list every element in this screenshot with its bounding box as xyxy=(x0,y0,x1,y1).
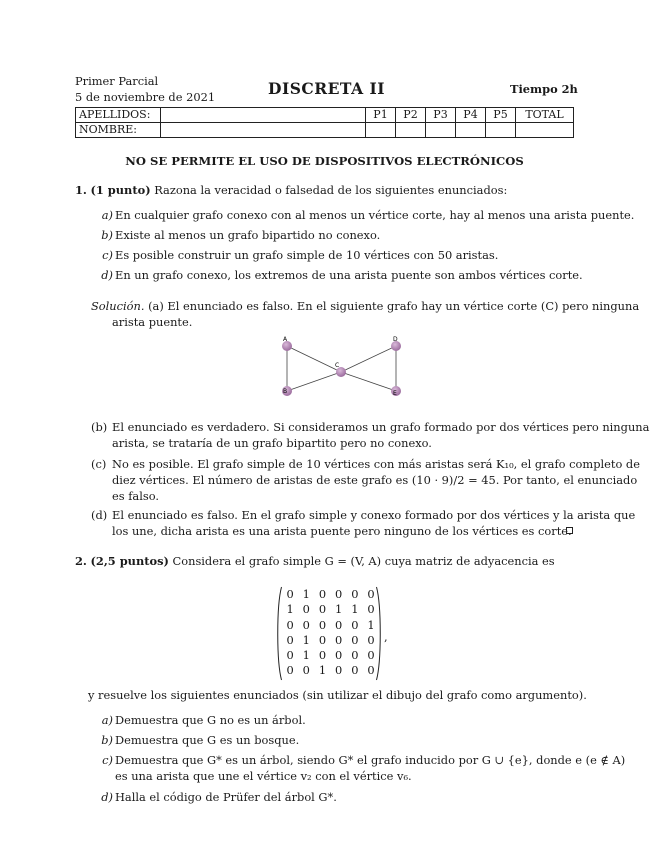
edge-a-c xyxy=(287,346,341,372)
q1-item-a-label: a) xyxy=(101,208,113,222)
solution-a-line2: arista puente. xyxy=(112,315,193,329)
q2-item-c-text: Demuestra que G* es un árbol, siendo G* el grafo inducido por G ∪ {e}, donde e (e ∉ A) xyxy=(115,753,626,767)
matrix-cell: 0 xyxy=(335,587,343,601)
matrix-cell: 0 xyxy=(318,617,327,632)
q1-item-d-label: d) xyxy=(101,268,113,282)
matrix-cell: 0 xyxy=(318,602,327,617)
solution-d-line2: los une, dicha arista es una arista puente pero ninguno de los vértices es corte. xyxy=(112,524,572,538)
solution-a-line1: (a) El enunciado es falso. En el siguiente grafo hay un vértice corte (C) pero ninguna xyxy=(148,299,640,313)
solution-b-label: (b) xyxy=(91,420,108,434)
col-p4: P4 xyxy=(456,108,486,123)
matrix-cell: 1 xyxy=(335,602,343,617)
matrix-cell: 0 xyxy=(335,648,343,663)
solution-b-line2: arista, se trataría de un grafo bipartito pero no conexo. xyxy=(112,436,432,450)
matrix-cell: 0 xyxy=(351,648,359,663)
no-devices-banner: NO SE PERMITE EL USO DE DISPOSITIVOS ELECTRÓNICOS xyxy=(125,154,524,168)
q2-item-b-text: Demuestra que G es un bosque. xyxy=(115,733,300,747)
matrix-cell: 0 xyxy=(367,587,375,601)
col-total: TOTAL xyxy=(516,108,574,123)
matrix-cell: 0 xyxy=(335,663,343,678)
vertex-e-label: E xyxy=(393,390,397,397)
matrix-cell: 0 xyxy=(318,632,327,647)
matrix-cell: 0 xyxy=(286,648,294,663)
exam-type: Primer Parcial xyxy=(75,74,159,88)
adjacency-matrix xyxy=(276,586,382,681)
score-p4[interactable] xyxy=(456,123,486,138)
nombre-field[interactable] xyxy=(161,123,366,138)
matrix-cell: 0 xyxy=(302,602,310,617)
q2-item-d-text: Halla el código de Prüfer del árbol G*. xyxy=(115,790,337,804)
score-p3[interactable] xyxy=(426,123,456,138)
matrix-cell: 1 xyxy=(302,632,310,647)
edge-b-c xyxy=(287,372,341,391)
col-p1: P1 xyxy=(366,108,396,123)
matrix-row xyxy=(282,633,380,648)
matrix-cell: 1 xyxy=(367,617,375,632)
col-p5: P5 xyxy=(486,108,516,123)
q1-item-b-label: b) xyxy=(101,228,113,242)
matrix-cell: 1 xyxy=(302,587,310,601)
student-grade-table xyxy=(75,107,574,138)
matrix-cell: 0 xyxy=(286,663,294,678)
matrix-cell: 1 xyxy=(351,602,359,617)
matrix-cell: 0 xyxy=(367,632,375,647)
matrix-row xyxy=(282,587,380,602)
q2-item-c-label: c) xyxy=(102,753,113,767)
matrix-grid xyxy=(282,587,380,679)
q2-resolve: y resuelve los siguientes enunciados (sin utilizar el dibujo del grafo como argumento). xyxy=(88,688,587,702)
matrix-cell: 0 xyxy=(367,663,375,678)
vertex-b-label: B xyxy=(283,388,288,395)
solution-c-line1: No es posible. El grafo simple de 10 vértices con más aristas será K₁₀, el grafo completo de xyxy=(112,457,640,471)
matrix-row xyxy=(282,602,380,617)
exam-date: 5 de noviembre de 2021 xyxy=(75,90,216,104)
matrix-row xyxy=(282,663,380,678)
q1-item-c-text: Es posible construir un grafo simple de 10 vértices con 50 aristas. xyxy=(115,248,499,262)
col-p3: P3 xyxy=(426,108,456,123)
q2-item-a-label: a) xyxy=(101,713,113,727)
solution-c-label: (c) xyxy=(91,457,107,471)
matrix-cell: 0 xyxy=(318,587,327,601)
q1-item-a-text: En cualquier grafo conexo con al menos un vértice corte, hay al menos una arista puente. xyxy=(115,208,635,222)
matrix-cell: 1 xyxy=(302,648,310,663)
matrix-cell: 0 xyxy=(302,617,310,632)
apellidos-label: APELLIDOS: xyxy=(76,108,161,123)
vertex-d-label: D xyxy=(393,336,398,343)
q1-number: 1. xyxy=(75,183,87,197)
apellidos-field[interactable] xyxy=(161,108,366,123)
solution-c-line3: es falso. xyxy=(112,489,159,503)
matrix-cell: 1 xyxy=(318,663,327,678)
solution-a xyxy=(91,299,639,313)
q2-number: 2. xyxy=(75,554,87,568)
q1-item-d-text: En un grafo conexo, los extremos de una arista puente son ambos vértices corte. xyxy=(115,268,583,282)
qed-square-icon xyxy=(566,527,573,534)
solution-d-line1: El enunciado es falso. En el grafo simple y conexo formado por dos vértices y la arista que xyxy=(112,508,636,522)
matrix-cell: 0 xyxy=(302,663,310,678)
matrix-cell: 0 xyxy=(351,663,359,678)
q1-item-b-text: Existe al menos un grafo bipartido no conexo. xyxy=(115,228,381,242)
matrix-cell: 0 xyxy=(335,617,343,632)
solution-b-line1: El enunciado es verdadero. Si consideramos un grafo formado por dos vértices pero ninguna xyxy=(112,420,650,434)
matrix-row xyxy=(282,618,380,633)
exam-time: Tiempo 2h xyxy=(510,82,578,96)
matrix-cell: 0 xyxy=(367,648,375,663)
q2-points: (2,5 puntos) xyxy=(90,554,169,568)
right-paren-icon xyxy=(376,586,382,681)
score-p2[interactable] xyxy=(396,123,426,138)
course-title: DISCRETA II xyxy=(268,79,386,98)
solution-c-line2: diez vértices. El número de aristas de este grafo es (10 · 9)/2 = 45. Por tanto, el enunciado xyxy=(112,473,638,487)
matrix-cell: 0 xyxy=(318,648,327,663)
solution-d-label: (d) xyxy=(91,508,108,522)
solution-label: Solución. xyxy=(91,299,145,313)
col-p2: P2 xyxy=(396,108,426,123)
q2-statement xyxy=(75,554,555,568)
nombre-label: NOMBRE: xyxy=(76,123,161,138)
q2-prompt: Considera el grafo simple G = (V, A) cuya matriz de adyacencia es xyxy=(172,554,555,568)
matrix-cell: 0 xyxy=(351,617,359,632)
matrix-cell: 0 xyxy=(335,632,343,647)
matrix-punctuation: , xyxy=(384,630,388,644)
matrix-cell: 0 xyxy=(286,632,294,647)
edge-c-e xyxy=(341,372,396,391)
q2-item-a-text: Demuestra que G no es un árbol. xyxy=(115,713,306,727)
matrix-cell: 0 xyxy=(286,587,294,601)
score-p1[interactable] xyxy=(366,123,396,138)
q1-statement xyxy=(75,183,507,197)
matrix-cell: 0 xyxy=(351,587,359,601)
vertex-c-label: C xyxy=(335,362,340,369)
matrix-cell: 0 xyxy=(367,602,375,617)
vertex-a-label: A xyxy=(283,336,288,343)
score-p5[interactable] xyxy=(486,123,516,138)
q1-prompt: Razona la veracidad o falsedad de los siguientes enunciados: xyxy=(154,183,508,197)
score-total[interactable] xyxy=(516,123,574,138)
matrix-cell: 0 xyxy=(351,632,359,647)
q2-item-b-label: b) xyxy=(101,733,113,747)
q2-item-d-label: d) xyxy=(101,790,113,804)
matrix-row xyxy=(282,648,380,663)
q1-points: (1 punto) xyxy=(90,183,151,197)
matrix-cell: 1 xyxy=(286,602,294,617)
cut-vertex-graph xyxy=(278,334,408,402)
q1-item-c-label: c) xyxy=(102,248,113,262)
matrix-cell: 0 xyxy=(286,617,294,632)
edge-c-d xyxy=(341,346,396,372)
q2-item-c-text2: es una arista que une el vértice v₂ con el vértice v₆. xyxy=(115,769,412,783)
